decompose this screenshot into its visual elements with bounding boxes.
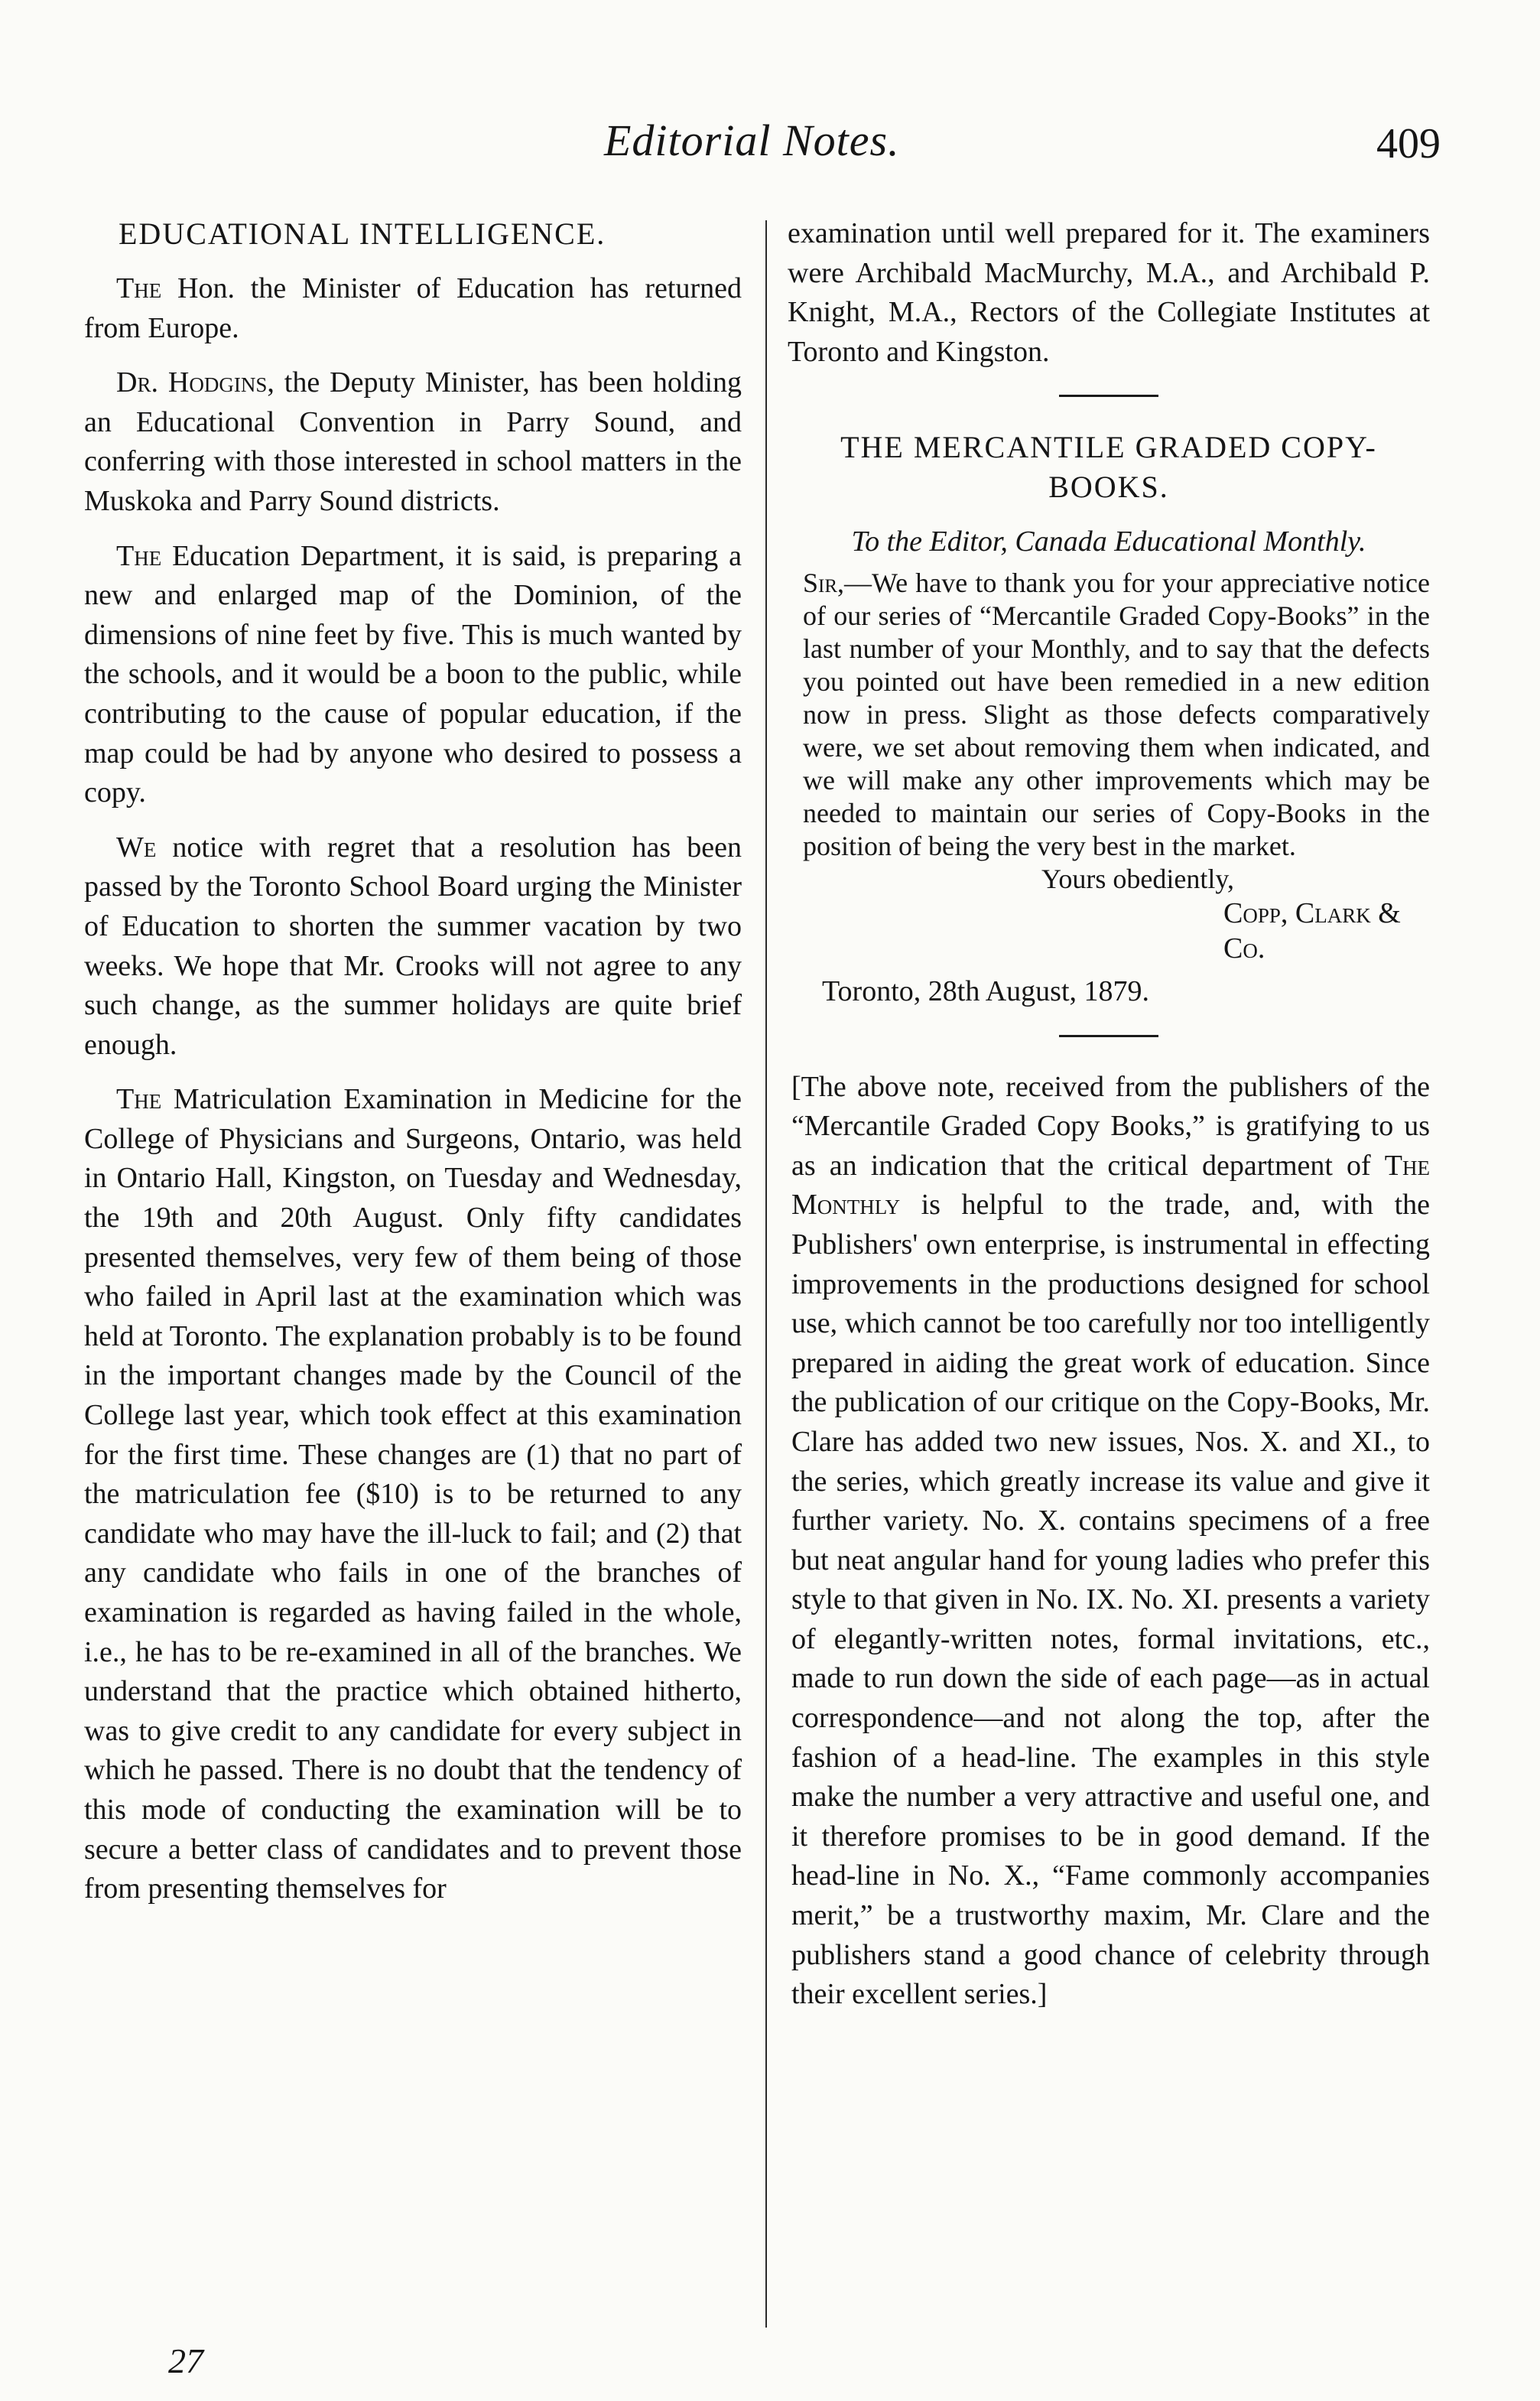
paragraph-matriculation [84, 1080, 742, 1908]
right-column [788, 214, 1430, 2030]
signature-mark: 27 [168, 2341, 203, 2380]
letter-salutation: Sir, [803, 567, 845, 598]
left-column [84, 214, 742, 1924]
paragraph-lead: We [116, 831, 157, 864]
editor-note-journal-name: The Monthly [791, 1149, 1430, 1222]
letter-dateline: Toronto, 28th August, 1879. [822, 974, 1150, 1007]
paragraph-text: Education Department, it is said, is preparing a new and enlarged map of the Dominion, of the dimensions of nine feet by five. This is much wanted by the schools, and it would be a boon to the public, while contributing to the cause of popular education, if the map could be had by anyone who desired to possess a copy. [84, 539, 742, 809]
section-heading-copy-books: THE MERCANTILE GRADED COPY-BOOKS. [840, 430, 1377, 505]
paragraph-map [84, 537, 742, 813]
paragraph-text: Hon. the Minister of Education has returned from Europe. [84, 272, 742, 344]
paragraph-continuation: examination until well prepared for it. The examiners were Archibald MacMurchy, M.A., and Archibald P. Knight, M.A., Rectors of the Collegiate Institutes at Toronto and Kingston. [788, 217, 1430, 368]
paragraph-lead: Dr. Hodgins, [116, 366, 275, 399]
letter-text: —We have to thank you for your appreciative notice of our series of “Mercantile Graded Copy-Books” in the last number of your Monthly, and to say that the defects you pointed out have been remedied in a new edition now in press. Slight as those defects comparatively were, we set about removing them when indicated, and we will make any other improvements which may be needed to maintain our series of Copy-Books in the position of being the very best in the market. [803, 567, 1430, 861]
paragraph-lead: The [116, 1083, 162, 1116]
letter-addressee: To the Editor, Canada Educational Monthly. [851, 525, 1366, 558]
paragraph-lead: The [116, 272, 162, 304]
running-head: Editorial Notes. [604, 115, 900, 165]
page-number: 409 [1376, 120, 1441, 168]
editor-note-text: [The above note, received from the publishers of the “Mercantile Graded Copy Books,” is gratifying to us as an indication that the critical department of [791, 1070, 1430, 1182]
paragraph-lead: The [116, 539, 162, 572]
paragraph-school-board [84, 828, 742, 1065]
paragraph-minister [84, 269, 742, 348]
letter-signoff: Yours obediently, [1041, 863, 1235, 894]
paragraph-editor-note [788, 1068, 1430, 2015]
column-divider [765, 220, 767, 2328]
paragraph-text: the Deputy Minister, has been holding an Educational Convention in Parry Sound, and conferring with those interested in school matters in the Muskoka and Parry Sound districts. [84, 366, 742, 517]
paragraph-text: Matriculation Examination in Medicine for the College of Physicians and Surgeons, Ontario, was held in Ontario Hall, Kingston, on Tuesday and Wednesday, the 19th and 20th August. Only fifty candidates presented themselves, very few of them being of those who failed in April last at the examination which was held at Toronto. The explanation probably is to be found in the important changes made by the Council of the College last year, which took effect at this examination for the first time. These changes are (1) that no part of the matriculation fee ($10) is to be returned to any candidate who may have the ill-luck to fail; and (2) that any candidate who fails in one of the branches of examination is regarded as having failed in the whole, i.e., he has to be re-examined in all of the branches. We understand that the practice which obtained hitherto, was to give credit to any candidate for every subject in which he passed. There is no doubt that the tendency of this mode of conducting the examination will be to secure a better class of candidates and to prevent those from presenting themselves for [84, 1083, 742, 1905]
section-rule [1059, 395, 1158, 397]
section-rule [1059, 1035, 1158, 1037]
section-heading-educational-intelligence: EDUCATIONAL INTELLIGENCE. [119, 216, 606, 251]
paragraph-hodgins [84, 363, 742, 521]
editor-note-text: is helpful to the trade, and, with the Publishers' own enterprise, is instrumental in effecting improvements in the productions designed for school use, which cannot be too carefully nor too intelligently prepared in aiding the great work of education. Since the publication of our critique on the Copy-Books, Mr. Clare has added two new issues, Nos. X. and XI., to the series, which greatly increase its value and give it further variety. No. X. contains specimens of a free but neat angular hand for young ladies who prefer this style to that given in No. IX. No. XI. presents a variety of elegantly-written notes, formal invitations, etc., made to run down the side of each page—as in actual correspondence—and not along the top, after the fashion of a head-line. The examples in this style make the number a very attractive and useful one, and it therefore promises to be in good demand. If the head-line in No. X., “Fame commonly accompanies merit,” be a trustworthy maxim, Mr. Clare and the publishers stand a good chance of celebrity through their excellent series.] [791, 1189, 1430, 2011]
letter-body [788, 567, 1430, 863]
paragraph-text: notice with regret that a resolution has been passed by the Toronto School Board urging the Minister of Education to shorten the summer vacation by two weeks. We hope that Mr. Crooks will not agree to any such change, as the summer holidays are quite brief enough. [84, 831, 742, 1061]
letter-signature: Copp, Clark & Co. [1223, 896, 1401, 965]
